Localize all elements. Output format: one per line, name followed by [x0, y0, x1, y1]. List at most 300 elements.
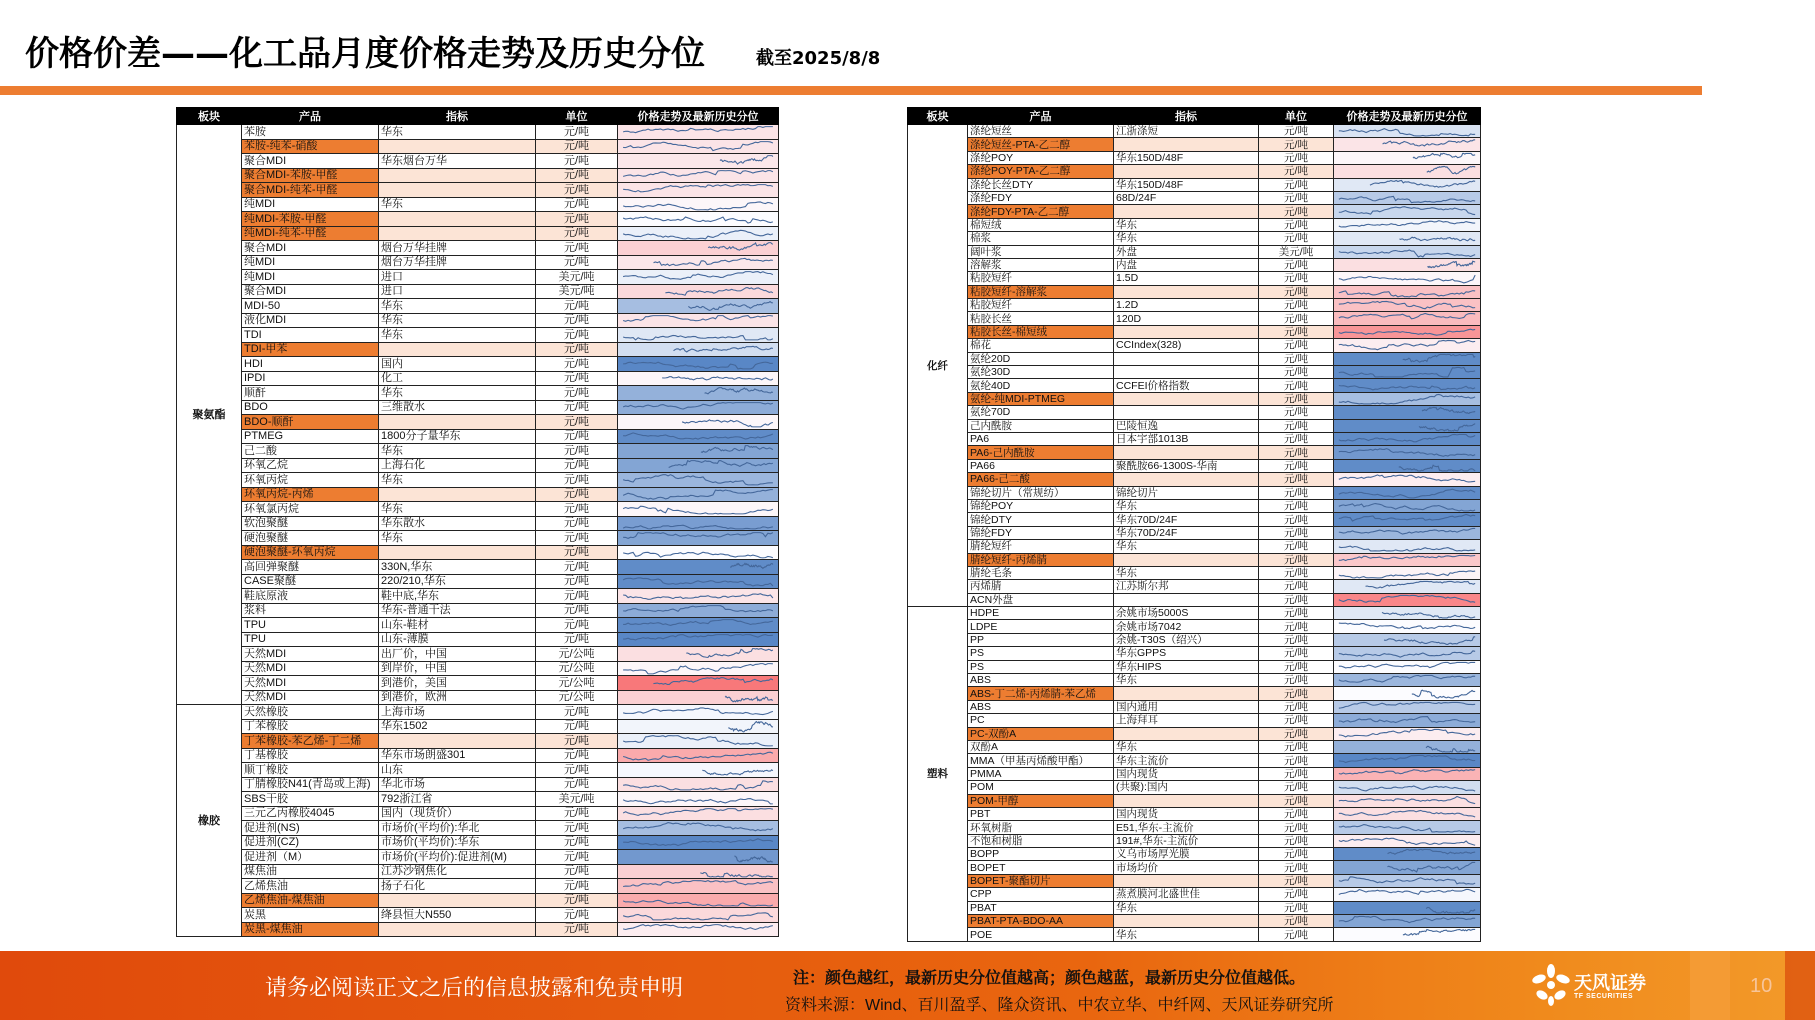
product-cell: BDO-顺酐: [242, 415, 379, 430]
sector-label: 聚氨酯: [177, 125, 242, 705]
indicator-cell: [1114, 138, 1259, 151]
unit-cell: 元/吨: [1259, 807, 1334, 820]
sparkline-chart: [1336, 272, 1478, 284]
price-trend-sparkline: [618, 574, 779, 589]
unit-cell: 元/吨: [1259, 432, 1334, 445]
price-trend-sparkline: [1334, 513, 1481, 526]
table-row: [177, 328, 779, 343]
color-legend-note: 注：颜色越红，最新历史分位值越高；颜色越蓝，最新历史分位值越低。: [793, 970, 1306, 987]
price-trend-sparkline: [1334, 526, 1481, 539]
product-cell: 氨纶40D: [968, 379, 1114, 392]
sparkline-series: [1399, 465, 1475, 471]
unit-cell: 元/吨: [1259, 714, 1334, 727]
price-trend-sparkline: [1334, 553, 1481, 566]
product-cell: PS: [968, 660, 1114, 673]
table-row: [177, 241, 779, 256]
indicator-cell: 江苏沙钢焦化: [379, 864, 536, 879]
spread-row: [177, 168, 779, 183]
product-cell: PP: [968, 633, 1114, 646]
sparkline-series: [1339, 475, 1475, 482]
indicator-cell: [1114, 687, 1259, 700]
indicator-cell: 华东: [379, 328, 536, 343]
unit-cell: 元/吨: [536, 719, 618, 734]
sparkline-series: [708, 243, 773, 251]
table-row: [908, 861, 1481, 874]
col-header-sector: 板块: [177, 108, 242, 125]
sparkline-series: [1422, 408, 1475, 414]
product-cell: 腈纶短纤-丙烯腈: [968, 553, 1114, 566]
sparkline-chart: [1336, 527, 1478, 539]
sparkline-series: [623, 272, 773, 280]
price-trend-sparkline: [618, 487, 779, 502]
price-trend-sparkline: [1334, 633, 1481, 646]
sparkline-series: [623, 838, 773, 845]
price-trend-sparkline: [1334, 794, 1481, 807]
indicator-cell: 蒸煮膜河北盛世佳: [1114, 888, 1259, 901]
indicator-cell: 华东: [1114, 499, 1259, 512]
indicator-cell: 上海拜耳: [1114, 714, 1259, 727]
unit-cell: 元/吨: [536, 154, 618, 169]
product-cell: PA6: [968, 432, 1114, 445]
unit-cell: 元/吨: [536, 908, 618, 923]
unit-cell: 美元/吨: [536, 792, 618, 807]
sparkline-chart: [1336, 888, 1478, 900]
indicator-cell: 聚酰胺66-1300S-华南: [1114, 459, 1259, 472]
indicator-cell: 余姚市场7042: [1114, 620, 1259, 633]
table-row: [908, 513, 1481, 526]
table-row: [177, 531, 779, 546]
indicator-cell: 到港价，欧洲: [379, 690, 536, 705]
sparkline-series: [1428, 261, 1476, 267]
sparkline-series: [705, 388, 773, 394]
sparkline-chart: [1336, 594, 1478, 606]
sparkline-series: [1339, 207, 1475, 215]
spread-row: [177, 893, 779, 908]
product-cell: 阔叶浆: [968, 245, 1114, 258]
sparkline-chart: [1336, 446, 1478, 458]
sparkline-series: [623, 533, 773, 539]
sparkline-chart: [1336, 674, 1478, 686]
sparkline-chart: [1336, 808, 1478, 820]
logo-name: 天风证券: [1574, 973, 1646, 993]
table-row: [177, 850, 779, 865]
price-trend-sparkline: [618, 632, 779, 647]
sparkline-chart: [620, 183, 776, 197]
sparkline-series: [1339, 302, 1475, 309]
table-row: [908, 740, 1481, 753]
unit-cell: 元/吨: [1259, 687, 1334, 700]
indicator-cell: 华东: [1114, 740, 1259, 753]
table-row: [908, 633, 1481, 646]
table-row: [908, 807, 1481, 820]
price-trend-sparkline: [618, 748, 779, 763]
unit-cell: 元/吨: [1259, 794, 1334, 807]
table-row: [908, 432, 1481, 445]
indicator-cell: 120D: [1114, 312, 1259, 325]
table-row: [908, 232, 1481, 245]
table-row: [908, 526, 1481, 539]
product-cell: SBS干胶: [242, 792, 379, 807]
sparkline-chart: [620, 676, 776, 690]
product-cell: 鞋底原液: [242, 589, 379, 604]
product-cell: PBAT-PTA-BDO-AA: [968, 915, 1114, 928]
unit-cell: 元/吨: [536, 371, 618, 386]
product-cell: 涤纶短丝: [968, 125, 1114, 138]
sparkline-chart: [620, 662, 776, 676]
indicator-cell: 山东: [379, 763, 536, 778]
price-trend-sparkline: [618, 676, 779, 691]
spread-row: [177, 183, 779, 198]
product-cell: MDI-50: [242, 299, 379, 314]
sparkline-series: [1419, 423, 1475, 430]
sparkline-series: [1339, 717, 1475, 723]
indicator-cell: [379, 922, 536, 937]
price-trend-sparkline: [618, 212, 779, 227]
price-trend-sparkline: [618, 589, 779, 604]
unit-cell: 元/吨: [536, 458, 618, 473]
indicator-cell: [1114, 794, 1259, 807]
price-trend-sparkline: [1334, 191, 1481, 204]
col-header-unit: 单位: [1259, 108, 1334, 125]
unit-cell: 元/吨: [1259, 165, 1334, 178]
sparkline-chart: [1336, 246, 1478, 258]
table-row: [177, 792, 779, 807]
sparkline-series: [665, 287, 772, 295]
spread-row: [908, 392, 1481, 405]
indicator-cell: 华东市场朗盛301: [379, 748, 536, 763]
indicator-cell: [1114, 325, 1259, 338]
price-trend-sparkline: [618, 154, 779, 169]
spread-row: [177, 212, 779, 227]
sparkline-chart: [620, 894, 776, 908]
sparkline-chart: [620, 154, 776, 168]
sparkline-chart: [1336, 473, 1478, 485]
unit-cell: 元/吨: [536, 574, 618, 589]
price-trend-sparkline: [1334, 687, 1481, 700]
table-row: [177, 299, 779, 314]
price-trend-sparkline: [618, 197, 779, 212]
unit-cell: 元/吨: [1259, 915, 1334, 928]
indicator-cell: 191#,华东-主流价: [1114, 834, 1259, 847]
sparkline-series: [623, 315, 773, 321]
sector-label: 橡胶: [177, 705, 242, 937]
spread-row: [177, 342, 779, 357]
sparkline-chart: [1336, 848, 1478, 860]
product-cell: 氨纶70D: [968, 406, 1114, 419]
sparkline-chart: [620, 807, 776, 821]
price-trend-sparkline: [1334, 740, 1481, 753]
sparkline-series: [702, 770, 773, 775]
price-trend-sparkline: [618, 806, 779, 821]
sparkline-chart: [1336, 192, 1478, 204]
indicator-cell: [379, 415, 536, 430]
unit-cell: 元/吨: [536, 168, 618, 183]
unit-cell: 元/吨: [536, 473, 618, 488]
footer-decoration: [1785, 951, 1815, 1020]
product-cell: PA66: [968, 459, 1114, 472]
product-cell: 苯胺-纯苯-硝酸: [242, 139, 379, 154]
sparkline-series: [623, 634, 773, 639]
indicator-cell: [1114, 473, 1259, 486]
price-trend-sparkline: [1334, 754, 1481, 767]
price-trend-sparkline: [618, 371, 779, 386]
table-row: [908, 272, 1481, 285]
table-row: [908, 781, 1481, 794]
sparkline-series: [1339, 877, 1475, 884]
sparkline-series: [1339, 595, 1475, 602]
sparkline-series: [1403, 354, 1475, 362]
unit-cell: 元/吨: [1259, 191, 1334, 204]
sparkline-chart: [620, 778, 776, 792]
price-trend-sparkline: [618, 763, 779, 778]
product-cell: TPU: [242, 618, 379, 633]
unit-cell: 元/吨: [536, 299, 618, 314]
product-cell: 棉短绒: [968, 218, 1114, 231]
unit-cell: 元/吨: [1259, 740, 1334, 753]
sparkline-chart: [1336, 326, 1478, 338]
indicator-cell: [1114, 366, 1259, 379]
sparkline-chart: [620, 792, 776, 806]
product-cell: ACN外盘: [968, 593, 1114, 606]
table-row: [908, 660, 1481, 673]
indicator-cell: 华东: [1114, 232, 1259, 245]
sparkline-chart: [620, 314, 776, 328]
product-cell: PC-双酚A: [968, 727, 1114, 740]
unit-cell: 元/吨: [536, 632, 618, 647]
unit-cell: 元/吨: [1259, 767, 1334, 780]
sparkline-chart: [1336, 607, 1478, 619]
unit-cell: 元/吨: [1259, 874, 1334, 887]
sparkline-series: [1339, 275, 1475, 283]
sparkline-series: [1366, 582, 1476, 589]
unit-cell: 元/公吨: [536, 690, 618, 705]
table-row: [177, 719, 779, 734]
table-row: [908, 834, 1481, 847]
indicator-cell: [1114, 352, 1259, 365]
indicator-cell: [1114, 392, 1259, 405]
price-trend-sparkline: [1334, 888, 1481, 901]
spread-row: [908, 165, 1481, 178]
product-cell: 涤纶FDY: [968, 191, 1114, 204]
sparkline-chart: [1336, 500, 1478, 512]
sparkline-chart: [620, 691, 776, 705]
sparkline-series: [654, 258, 773, 265]
table-row: [908, 901, 1481, 914]
sparkline-series: [1339, 314, 1475, 319]
indicator-cell: 鞋中底,华东: [379, 589, 536, 604]
price-trend-sparkline: [618, 545, 779, 560]
indicator-cell: 华东: [1114, 566, 1259, 579]
product-cell: 天然MDI: [242, 647, 379, 662]
table-row: [908, 700, 1481, 713]
price-trend-sparkline: [618, 458, 779, 473]
unit-cell: 元/吨: [1259, 754, 1334, 767]
sparkline-series: [1339, 290, 1475, 296]
sparkline-chart: [1336, 152, 1478, 164]
indicator-cell: 华东: [1114, 540, 1259, 553]
sparkline-chart: [620, 401, 776, 415]
product-cell: 腈纶短纤: [968, 540, 1114, 553]
logo-english: TF SECURITIES: [1574, 993, 1634, 1000]
sparkline-series: [1339, 651, 1475, 657]
product-cell: 聚合MDI: [242, 154, 379, 169]
sparkline-series: [1339, 449, 1475, 457]
sparkline-series: [700, 872, 773, 876]
table-row: [908, 593, 1481, 606]
sparkline-chart: [620, 908, 776, 922]
indicator-cell: 华东: [379, 386, 536, 401]
indicator-cell: 烟台万华挂牌: [379, 241, 536, 256]
title-divider-bar: [0, 86, 1702, 95]
product-cell: 丁基橡胶: [242, 748, 379, 763]
product-cell: MMA（甲基丙烯酸甲酯）: [968, 754, 1114, 767]
indicator-cell: 三维散水: [379, 400, 536, 415]
indicator-cell: [1114, 205, 1259, 218]
unit-cell: 元/吨: [536, 328, 618, 343]
sparkline-chart: [620, 821, 776, 835]
product-cell: 涤纶长丝DTY: [968, 178, 1114, 191]
price-trend-sparkline: [1334, 312, 1481, 325]
price-trend-sparkline: [618, 879, 779, 894]
table-row: [177, 429, 779, 444]
price-trend-sparkline: [618, 516, 779, 531]
sparkline-series: [623, 402, 773, 408]
indicator-cell: [379, 487, 536, 502]
price-trend-sparkline: [1334, 138, 1481, 151]
sparkline-chart: [620, 749, 776, 763]
price-trend-sparkline: [1334, 660, 1481, 673]
table-row: [908, 299, 1481, 312]
sparkline-series: [653, 678, 772, 685]
unit-cell: 元/吨: [536, 531, 618, 546]
unit-cell: 元/吨: [1259, 848, 1334, 861]
indicator-cell: 国内现货: [1114, 767, 1259, 780]
indicator-cell: 出厂价，中国: [379, 647, 536, 662]
product-cell: 双酚A: [968, 740, 1114, 753]
indicator-cell: [1114, 727, 1259, 740]
product-cell: 涤纶POY-PTA-乙二醇: [968, 165, 1114, 178]
sparkline-series: [623, 708, 773, 715]
product-cell: 锦纶切片（常规纺）: [968, 486, 1114, 499]
table-row: [177, 777, 779, 792]
product-cell: CPP: [968, 888, 1114, 901]
table-row: [177, 676, 779, 691]
price-trend-sparkline: [1334, 593, 1481, 606]
table-row: [177, 516, 779, 531]
product-cell: 涤纶FDY-PTA-乙二醇: [968, 205, 1114, 218]
price-trend-sparkline: [618, 342, 779, 357]
table-row: [908, 339, 1481, 352]
product-cell: 促进剂(NS): [242, 821, 379, 836]
indicator-cell: (共聚):国内: [1114, 781, 1259, 794]
price-trend-sparkline: [1334, 232, 1481, 245]
indicator-cell: [379, 893, 536, 908]
price-trend-sparkline: [618, 299, 779, 314]
indicator-cell: 华东150D/48F: [1114, 178, 1259, 191]
indicator-cell: 华东: [379, 299, 536, 314]
sparkline-series: [720, 156, 773, 164]
sparkline-series: [1399, 237, 1475, 241]
sparkline-chart: [1336, 634, 1478, 646]
sparkline-series: [623, 900, 773, 906]
sparkline-chart: [1336, 875, 1478, 887]
price-trend-sparkline: [618, 502, 779, 517]
product-cell: PTMEG: [242, 429, 379, 444]
product-cell: 天然MDI: [242, 676, 379, 691]
unit-cell: 元/吨: [536, 502, 618, 517]
sparkline-series: [623, 141, 773, 150]
product-cell: 锦纶POY: [968, 499, 1114, 512]
price-trend-sparkline: [1334, 299, 1481, 312]
price-trend-sparkline: [1334, 392, 1481, 405]
unit-cell: 元/吨: [1259, 459, 1334, 472]
unit-cell: 元/吨: [1259, 379, 1334, 392]
unit-cell: 元/吨: [536, 313, 618, 328]
sparkline-series: [623, 185, 773, 192]
indicator-cell: [379, 545, 536, 560]
sparkline-series: [730, 563, 773, 568]
price-trend-sparkline: [1334, 352, 1481, 365]
sparkline-series: [1339, 838, 1475, 845]
indicator-cell: 华东: [1114, 928, 1259, 941]
indicator-cell: 华东HIPS: [1114, 660, 1259, 673]
indicator-cell: 华东: [379, 473, 536, 488]
product-cell: BOPET: [968, 861, 1114, 874]
sparkline-chart: [620, 212, 776, 226]
price-trend-sparkline: [1334, 714, 1481, 727]
product-cell: 环氧氯丙烷: [242, 502, 379, 517]
product-cell: 涤纶短丝-PTA-乙二醇: [968, 138, 1114, 151]
product-cell: PBT: [968, 807, 1114, 820]
sparkline-series: [1339, 434, 1475, 441]
table-row: [908, 486, 1481, 499]
price-trend-sparkline: [618, 647, 779, 662]
sparkline-series: [1339, 769, 1475, 773]
sparkline-series: [688, 302, 773, 311]
sparkline-series: [1339, 386, 1475, 390]
indicator-cell: 市场价(平均价):华北: [379, 821, 536, 836]
indicator-cell: 内盘: [1114, 258, 1259, 271]
indicator-cell: 江苏斯尔邦: [1114, 580, 1259, 593]
unit-cell: 元/吨: [1259, 366, 1334, 379]
indicator-cell: 华东-普通干法: [379, 603, 536, 618]
page-number: 10: [1750, 975, 1773, 997]
price-trend-sparkline: [618, 864, 779, 879]
indicator-cell: 进口: [379, 284, 536, 299]
sparkline-chart: [620, 589, 776, 603]
logo-flower-icon: [1530, 963, 1572, 1007]
indicator-cell: 上海市场: [379, 705, 536, 720]
sparkline-chart: [1336, 580, 1478, 592]
product-cell: 氨纶-纯MDI-PTMEG: [968, 392, 1114, 405]
indicator-cell: 华东: [1114, 901, 1259, 914]
unit-cell: 元/吨: [1259, 473, 1334, 486]
price-trend-sparkline: [1334, 647, 1481, 660]
indicator-cell: 华东: [1114, 674, 1259, 687]
col-header-indicator: 指标: [1114, 108, 1259, 125]
product-cell: 粘胶长丝-棉短绒: [968, 325, 1114, 338]
product-cell: 乙烯焦油-煤焦油: [242, 893, 379, 908]
unit-cell: 元/吨: [536, 864, 618, 879]
sparkline-chart: [620, 836, 776, 850]
table-row: [177, 864, 779, 879]
product-cell: 天然橡胶: [242, 705, 379, 720]
price-table-left: [176, 107, 779, 937]
unit-cell: 元/吨: [536, 444, 618, 459]
unit-cell: 元/吨: [536, 705, 618, 720]
unit-cell: 元/吨: [1259, 486, 1334, 499]
indicator-cell: 山东-薄膜: [379, 632, 536, 647]
